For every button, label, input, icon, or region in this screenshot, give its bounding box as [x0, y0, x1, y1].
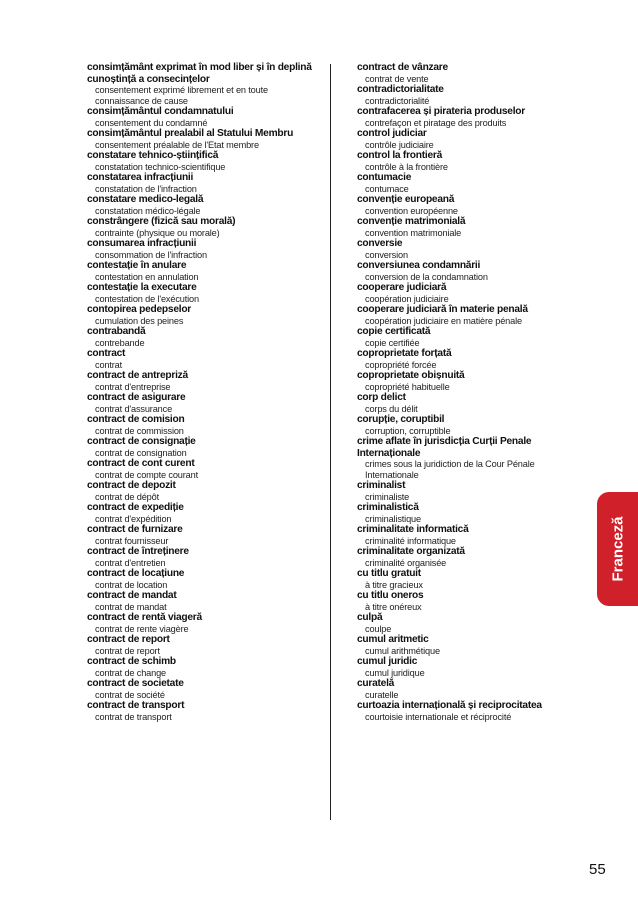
dictionary-entry — [87, 106, 315, 128]
dictionary-entry — [357, 304, 572, 326]
entry-translation: criminalistique — [365, 513, 421, 524]
entry-translation: contrainte (physique ou morale) — [95, 227, 220, 238]
dictionary-entry — [357, 216, 572, 238]
entry-term: contract de mandat — [87, 590, 177, 601]
entry-term: criminalitate organizată — [357, 546, 465, 557]
dictionary-entry — [87, 194, 315, 216]
dictionary-entry — [87, 282, 315, 304]
entry-translation: coulpe — [365, 623, 392, 634]
entry-term: corupție, coruptibil — [357, 414, 445, 425]
dictionary-entry — [357, 480, 572, 502]
dictionary-entry — [87, 502, 315, 524]
entry-translation: contrat de dépôt — [95, 491, 160, 502]
dictionary-entry — [87, 414, 315, 436]
entry-term: constatarea infracțiunii — [87, 172, 194, 183]
dictionary-entry — [87, 480, 315, 502]
entry-term: crime aflate în jurisdicția Curții Penale Internaționale — [357, 436, 532, 459]
dictionary-entry — [87, 370, 315, 392]
entry-term: contract de asigurare — [87, 392, 186, 403]
entry-translation: criminalité informatique — [365, 535, 456, 546]
dictionary-entry — [357, 700, 572, 722]
entry-term: curtoazia internațională și reciprocitatea — [357, 700, 542, 711]
dictionary-entry — [357, 436, 572, 480]
entry-translation: criminaliste — [365, 491, 410, 502]
entry-term: consimțământul condamnatului — [87, 106, 234, 117]
entry-term: criminalist — [357, 480, 406, 491]
dictionary-entry — [357, 524, 572, 546]
entry-translation: contrôle à la frontière — [365, 161, 448, 172]
entry-translation: consentement préalable de l'Etat membre — [95, 139, 259, 150]
entry-term: copie certificată — [357, 326, 431, 337]
entry-translation: corps du délit — [365, 403, 418, 414]
entry-term: consumarea infracțiunii — [87, 238, 197, 249]
dictionary-entry — [87, 304, 315, 326]
entry-term: contract de expediție — [87, 502, 184, 513]
column-divider — [330, 64, 331, 820]
entry-term: contract de societate — [87, 678, 184, 689]
entry-translation: contrat de rente viagère — [95, 623, 189, 634]
dictionary-entry — [87, 260, 315, 282]
entry-translation: contrat d'assurance — [95, 403, 173, 414]
dictionary-entry — [357, 62, 572, 84]
entry-translation: contrat fournisseur — [95, 535, 169, 546]
entry-term: cooperare judiciară în materie penală — [357, 304, 528, 315]
dictionary-entry — [87, 392, 315, 414]
dictionary-entry — [87, 612, 315, 634]
dictionary-entry — [357, 568, 572, 590]
dictionary-entry — [357, 656, 572, 678]
dictionary-entry — [357, 238, 572, 260]
entry-translation: curatelle — [365, 689, 399, 700]
entry-term: curatelă — [357, 678, 395, 689]
entry-term: contract de antrepriză — [87, 370, 188, 381]
dictionary-entry — [87, 656, 315, 678]
dictionary-entry — [87, 634, 315, 656]
entry-term: contract de consignație — [87, 436, 196, 447]
entry-translation: constatation médico-légale — [95, 205, 201, 216]
dictionary-entry — [357, 282, 572, 304]
entry-term: contract de întreținere — [87, 546, 189, 557]
entry-term: cu titlu oneros — [357, 590, 424, 601]
dictionary-entry — [357, 172, 572, 194]
dictionary-entry — [357, 502, 572, 524]
entry-term: cumul aritmetic — [357, 634, 429, 645]
dictionary-entry — [357, 612, 572, 634]
dictionary-entry — [357, 194, 572, 216]
entry-translation: cumul arithmétique — [365, 645, 440, 656]
entry-translation: corruption, corruptible — [365, 425, 451, 436]
dictionary-entry — [87, 458, 315, 480]
entry-translation: contrat d'expédition — [95, 513, 172, 524]
dictionary-entry — [87, 172, 315, 194]
entry-term: contestație la executare — [87, 282, 197, 293]
entry-translation: contrat de vente — [365, 73, 429, 84]
dictionary-entry — [87, 128, 315, 150]
entry-translation: contrat de compte courant — [95, 469, 198, 480]
entry-translation: contrat de report — [95, 645, 160, 656]
entry-translation: constatation de l'infraction — [95, 183, 197, 194]
entry-translation: conversion de la condamnation — [365, 271, 488, 282]
entry-term: convenție europeană — [357, 194, 455, 205]
entry-translation: conversion — [365, 249, 408, 260]
entry-translation: copropriété habituelle — [365, 381, 450, 392]
dictionary-entry — [87, 326, 315, 348]
entry-translation: crimes sous la juridiction de la Cour Pénale Internationale — [365, 459, 535, 480]
language-tab — [597, 492, 638, 606]
entry-term: coproprietate obișnuită — [357, 370, 465, 381]
entry-term: criminalitate informatică — [357, 524, 469, 535]
entry-term: contract de comision — [87, 414, 185, 425]
dictionary-entry — [357, 106, 572, 128]
entry-translation: contrat de consignation — [95, 447, 187, 458]
entry-term: consimțământul prealabil al Statului Membru — [87, 128, 294, 139]
dictionary-entry — [87, 700, 315, 722]
dictionary-entry — [357, 678, 572, 700]
entry-term: control judiciar — [357, 128, 427, 139]
entry-term: contrafacerea și pirateria produselor — [357, 106, 525, 117]
dictionary-entry — [357, 84, 572, 106]
entry-translation: consentement du condamné — [95, 117, 208, 128]
entry-term: cu titlu gratuit — [357, 568, 421, 579]
entry-translation: coopération judiciaire en matière pénale — [365, 315, 522, 326]
entry-translation: consentement exprimé librement et en toute connaissance de cause — [95, 85, 268, 106]
entry-translation: coopération judiciaire — [365, 293, 449, 304]
dictionary-entry — [357, 128, 572, 150]
dictionary-entry — [87, 524, 315, 546]
dictionary-entry — [87, 238, 315, 260]
entry-term: constatare tehnico-științifică — [87, 150, 219, 161]
entry-term: contestație în anulare — [87, 260, 187, 271]
dictionary-entry — [87, 678, 315, 700]
dictionary-entry — [87, 546, 315, 568]
dictionary-entry — [87, 62, 315, 106]
entry-term: culpă — [357, 612, 383, 623]
entry-term: contract de depozit — [87, 480, 176, 491]
entry-term: contract de furnizare — [87, 524, 183, 535]
dictionary-entry — [357, 414, 572, 436]
entry-translation: contrôle judiciaire — [365, 139, 434, 150]
entry-translation: copie certifiée — [365, 337, 420, 348]
page-number: 55 — [589, 861, 606, 878]
entry-term: cumul juridic — [357, 656, 418, 667]
entry-translation: convention européenne — [365, 205, 458, 216]
entry-term: contopirea pedepselor — [87, 304, 192, 315]
entry-translation: contrebande — [95, 337, 145, 348]
entry-term: contumacie — [357, 172, 412, 183]
dictionary-entry — [87, 436, 315, 458]
entry-translation: contumace — [365, 183, 409, 194]
dictionary-entry — [357, 260, 572, 282]
entry-term: convenție matrimonială — [357, 216, 466, 227]
right-column — [357, 62, 572, 722]
entry-translation: copropriété forcée — [365, 359, 437, 370]
entry-translation: constatation technico-scientifique — [95, 161, 226, 172]
dictionary-entry — [357, 370, 572, 392]
entry-translation: contrat — [95, 359, 123, 370]
entry-term: contract de transport — [87, 700, 185, 711]
entry-translation: contrefaçon et piratage des produits — [365, 117, 507, 128]
entry-translation: contrat de location — [95, 579, 168, 590]
dictionary-entry — [87, 150, 315, 172]
entry-term: control la frontieră — [357, 150, 443, 161]
entry-translation: à titre onéreux — [365, 601, 422, 612]
dictionary-entry — [87, 568, 315, 590]
entry-translation: contrat de change — [95, 667, 167, 678]
dictionary-entry — [357, 392, 572, 414]
entry-term: contradictorialitate — [357, 84, 444, 95]
dictionary-entry — [357, 634, 572, 656]
entry-term: coproprietate forțată — [357, 348, 452, 359]
dictionary-entry — [357, 150, 572, 172]
dictionary-entry — [87, 348, 315, 370]
entry-translation: cumulation des peines — [95, 315, 184, 326]
entry-translation: contradictorialité — [365, 95, 430, 106]
entry-translation: courtoisie internationale et réciprocité — [365, 711, 512, 722]
entry-translation: contrat d'entreprise — [95, 381, 171, 392]
dictionary-entry — [357, 348, 572, 370]
entry-translation: consommation de l'infraction — [95, 249, 207, 260]
entry-translation: convention matrimoniale — [365, 227, 462, 238]
entry-term: contract de schimb — [87, 656, 176, 667]
entry-term: cooperare judiciară — [357, 282, 447, 293]
dictionary-entry — [357, 326, 572, 348]
language-tab-label: Franceză — [609, 516, 626, 582]
entry-translation: contrat de société — [95, 689, 165, 700]
entry-term: conversiunea condamnării — [357, 260, 481, 271]
entry-translation: contrat de mandat — [95, 601, 167, 612]
entry-term: corp delict — [357, 392, 406, 403]
entry-term: criminalistică — [357, 502, 419, 513]
entry-translation: cumul juridique — [365, 667, 425, 678]
entry-term: contract de report — [87, 634, 170, 645]
left-column — [87, 62, 315, 722]
entry-translation: à titre gracieux — [365, 579, 423, 590]
entry-term: contract de rentă viageră — [87, 612, 202, 623]
entry-term: contract — [87, 348, 126, 359]
dictionary-entry — [87, 216, 315, 238]
dictionary-entry — [357, 590, 572, 612]
entry-translation: contestation en annulation — [95, 271, 199, 282]
entry-translation: criminalité organisée — [365, 557, 447, 568]
entry-term: contract de locațiune — [87, 568, 185, 579]
dictionary-entry — [357, 546, 572, 568]
entry-term: constrângere (fizică sau morală) — [87, 216, 236, 227]
entry-term: consimțământ exprimat în mod liber și în deplină cunoștință a consecințelor — [87, 62, 312, 85]
entry-translation: contrat d'entretien — [95, 557, 166, 568]
entry-translation: contrat de commission — [95, 425, 184, 436]
entry-translation: contrat de transport — [95, 711, 172, 722]
dictionary-entry — [87, 590, 315, 612]
entry-term: conversie — [357, 238, 403, 249]
entry-term: constatare medico-legală — [87, 194, 204, 205]
entry-term: contract de cont curent — [87, 458, 195, 469]
entry-translation: contestation de l'exécution — [95, 293, 199, 304]
entry-term: contrabandă — [87, 326, 146, 337]
entry-term: contract de vânzare — [357, 62, 448, 73]
